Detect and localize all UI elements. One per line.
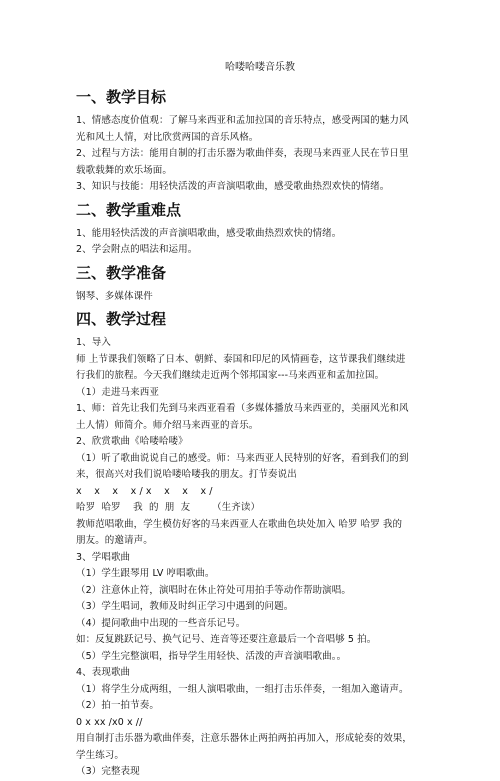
paragraph-line: 1、师：首先让我们先到马来西亚看看（多媒体播放马来西亚的，美丽风光和风 [76,403,409,414]
paragraph-line: 3、知识与技能：用轻快活泼的声音演唱歌曲，感受歌曲热烈欢快的情绪。 [76,181,390,192]
paragraph-line: 钢琴、多媒体课件 [76,290,153,302]
section-teaching-preparation [76,263,444,306]
document-title: 哈喽哈喽音乐教 [225,62,295,73]
paragraph-line: 1、能用轻快活泼的声音演唱歌曲，感受歌曲热烈欢快的情绪。 [76,227,342,239]
paragraph-line: 3、学唱歌曲 [76,551,131,563]
section-heading: 三、教学准备 [76,263,167,282]
paragraph-line: （5）学生完整演唱，指导学生用轻快、活泼的声音演唱歌曲。。 [76,650,347,662]
paragraph-line: 朋友。的邀请声。 [76,535,153,546]
section-heading: 二、教学重难点 [76,200,182,219]
paragraph-line: 行我们的旅程。今天我们继续走近两个邻邦国家---马来西亚和孟加拉国。 [76,370,385,381]
section-teaching-process [76,309,444,781]
paragraph-line: 光和风土人情，对比欣赏两国的音乐风格。 [76,131,259,143]
section-heading: 一、教学目标 [76,88,167,106]
paragraph-line: 4、表现歌曲 [76,667,131,678]
section-heading: 四、教学过程 [76,310,167,328]
paragraph-line: 学生练习。 [76,749,125,761]
paragraph-line: （1）听了歌曲说说自己的感受。师：马来西亚人民特别的好客，看到我们的到 [76,452,409,464]
paragraph-line: 如：反复跳跃记号、换气记号、连音等还要注意最后一个音唱够 5 拍。 [76,634,377,645]
section-key-difficulties [76,200,444,259]
paragraph-line: 2、欣赏歌曲《哈喽哈喽》 [76,436,188,447]
paragraph-line: 1、导入 [76,337,111,348]
section-teaching-objectives [76,87,444,196]
paragraph-line: 来，很高兴对我们说哈喽哈喽我的朋友。打节奏说出 [76,469,297,480]
paragraph-line: 1、情感态度价值观：了解马来西亚和孟加拉国的音乐特点，感受两国的魅力风 [76,115,409,126]
lyrics-line: 哈罗 哈罗 我 的 朋 友 （生齐读） [76,502,261,513]
paragraph-line: （3）学生唱词，教师及时纠正学习中遇到的问题。 [76,601,294,612]
rhythm-notation-line: 0 x xx /x0 x // [76,716,143,728]
paragraph-line: （1）走进马来西亚 [76,386,159,398]
paragraph-line: 2、过程与方法：能用自制的打击乐器为歌曲伴奏，表现马来西亚人民在节日里 [76,148,409,159]
paragraph-line: 2、学会附点的唱法和运用。 [76,244,198,255]
paragraph-line: 土人情）师简介。师介绍马来西亚的音乐。 [76,419,259,431]
paragraph-line: （2）注意休止符，演唱时在休止符处可用拍手等动作帮助演唱。 [76,584,351,596]
paragraph-line: 载歌载舞的欢乐场面。 [76,164,173,176]
paragraph-line: 用自制打击乐器为歌曲伴奏，注意乐器休止两拍两拍再加入，形成轮奏的效果， [76,733,413,744]
paragraph-line: （1）学生跟琴用 LV 哼唱歌曲。 [76,568,215,579]
paragraph-line: 师 上节课我们领略了日本、朝鲜、泰国和印尼的风情画卷，这节课我们继续进 [76,353,406,365]
paragraph-line: 教师范唱歌曲，学生模仿好客的马来西亚人在歌曲色块处加入 哈罗 哈罗 我的 [76,518,403,530]
paragraph-line: （3）完整表现 [76,766,140,777]
paragraph-line: （1）将学生分成两组，一组人演唱歌曲，一组打击乐伴奏，一组加入邀请声。 [76,683,409,695]
paragraph-line: （4）提问歌曲中出现的一些音乐记号。 [76,617,246,629]
paragraph-line: （2）拍一拍节奏。 [76,700,159,711]
rhythm-notation-line: x x x x / x x x x / [76,485,213,497]
